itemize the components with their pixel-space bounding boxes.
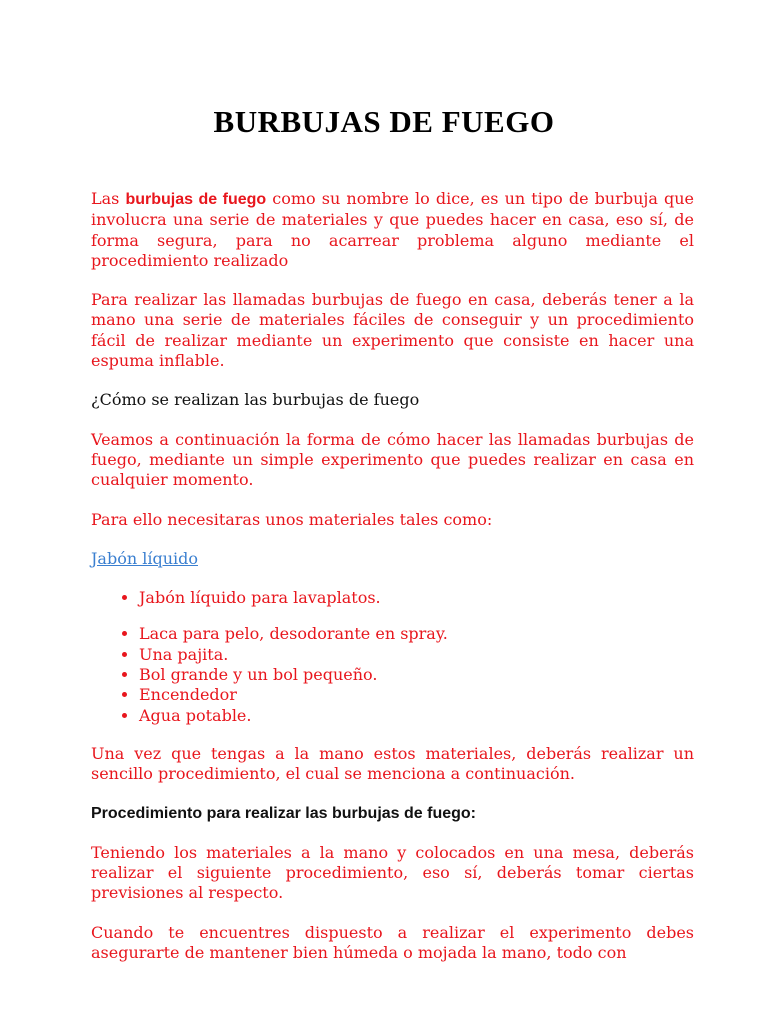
list-item: • Encendedor bbox=[139, 685, 694, 705]
intro-bold-term: burbujas de fuego bbox=[125, 191, 267, 208]
document-body bbox=[91, 189, 694, 982]
paragraph-materials-needed: Para ello necesitaras unos materiales tales como: bbox=[91, 509, 493, 529]
list-item: • Jabón líquido para lavaplatos. bbox=[139, 588, 694, 608]
paragraph-materials-intro: Para realizar las llamadas burbujas de fuego en casa, deberás tener a la mano una serie de materiales fáciles de conseguir y un procedimiento fácil de realizar mediante un experimento que consiste en hacer una espuma inflable. bbox=[91, 290, 694, 371]
paragraph-experiment: Cuando te encuentres dispuesto a realizar el experimento debes asegurarte de mantener bien húmeda o mojada la mano, todo con bbox=[91, 922, 694, 963]
paragraph-procedure-steps: Teniendo los materiales a la mano y colocados en una mesa, deberás realizar el siguiente procedimiento, eso sí, deberás tomar ciertas previsiones al respecto. bbox=[91, 842, 694, 903]
materials-list-first bbox=[91, 588, 694, 608]
materials-list bbox=[91, 624, 694, 725]
paragraph-procedure-intro: Una vez que tengas a la mano estos materiales, deberás realizar un sencillo procedimiento, el cual se menciona a continuación. bbox=[91, 743, 694, 784]
paragraph-continuation: Veamos a continuación la forma de cómo hacer las llamadas burbujas de fuego, mediante un simple experimento que puedes realizar en casa en cualquier momento. bbox=[91, 429, 694, 490]
paragraph-intro bbox=[91, 189, 694, 271]
list-item: • Bol grande y un bol pequeño. bbox=[139, 665, 694, 685]
list-item: • Agua potable. bbox=[139, 706, 694, 726]
section-heading-procedure: Procedimiento para realizar las burbujas de fuego: bbox=[91, 804, 476, 822]
intro-prefix: Las bbox=[91, 189, 126, 208]
intro-rest: como su nombre lo dice, es un tipo de burbuja que involucra una serie de materiales y que puedes hacer en casa, eso sí, de forma segura, para no acarrear problema alguno mediante el procedimiento realizado bbox=[91, 189, 694, 270]
list-item: • Una pajita. bbox=[139, 645, 694, 665]
section-heading-how: ¿Cómo se realizan las burbujas de fuego bbox=[91, 390, 420, 410]
document-title: BURBUJAS DE FUEGO bbox=[213, 104, 555, 139]
list-item: • Laca para pelo, desodorante en spray. bbox=[139, 624, 694, 644]
link-jabon-liquido[interactable]: Jabón líquido bbox=[91, 548, 198, 568]
